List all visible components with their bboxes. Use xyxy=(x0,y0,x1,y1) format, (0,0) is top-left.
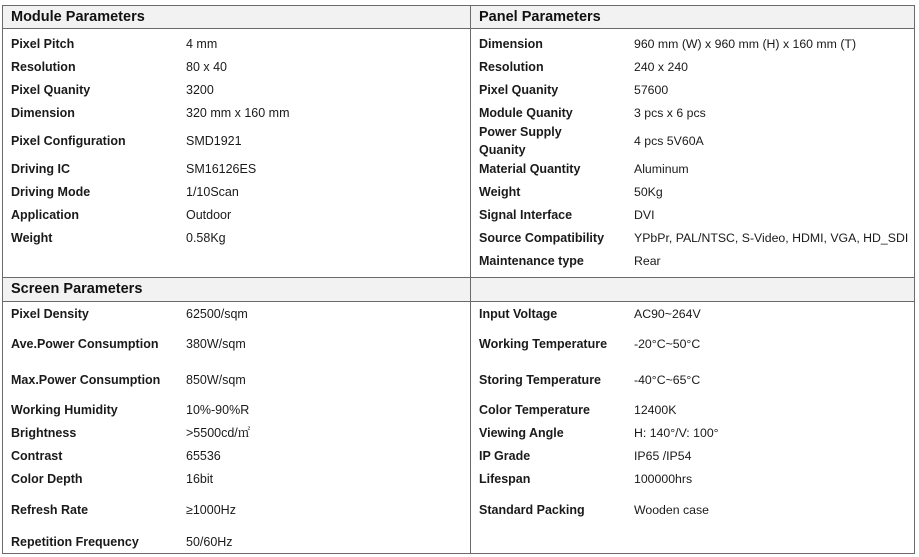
param-label: Color Temperature xyxy=(479,402,590,417)
param-label: Signal Interface xyxy=(479,207,573,222)
table-row xyxy=(3,467,470,490)
param-value: 240 x 240 xyxy=(634,59,689,74)
screen-parameters-header-blank xyxy=(471,278,914,302)
param-value: Wooden case xyxy=(634,503,709,517)
param-value: SM16126ES xyxy=(186,161,257,176)
param-label: Working Temperature xyxy=(479,336,608,351)
table-row xyxy=(3,421,470,444)
param-value: AC90~264V xyxy=(634,306,701,321)
param-label: Application xyxy=(11,207,80,222)
param-label: Pixel Density xyxy=(11,306,89,321)
table-row xyxy=(3,124,470,157)
param-value: >5500cd/㎡ xyxy=(186,425,251,440)
table-row xyxy=(3,157,470,180)
param-value: 50Kg xyxy=(634,184,663,199)
panel-parameters-title: Panel Parameters xyxy=(479,9,601,25)
table-row xyxy=(471,55,914,78)
param-label: Dimension xyxy=(11,105,75,120)
table-row xyxy=(3,444,470,467)
table-row xyxy=(471,490,914,530)
table-row xyxy=(471,101,914,124)
param-label: Material Quantity xyxy=(479,161,581,176)
param-label: Max.Power Consumption xyxy=(11,373,161,387)
param-value: -40°C~65°C xyxy=(634,373,701,387)
table-row xyxy=(3,226,470,249)
param-label: Viewing Angle xyxy=(479,425,564,440)
param-value: 62500/sqm xyxy=(186,306,248,321)
table-row xyxy=(471,78,914,101)
table-row xyxy=(471,203,914,226)
spec-table xyxy=(2,5,915,554)
left-column xyxy=(3,6,470,553)
param-label: Power Supply Quanity xyxy=(479,124,562,157)
param-label: Ave.Power Consumption xyxy=(11,336,159,351)
param-value: SMD1921 xyxy=(186,133,242,148)
table-row xyxy=(3,530,470,553)
param-value: Outdoor xyxy=(186,207,232,222)
param-label: Module Quanity xyxy=(479,105,573,120)
table-row xyxy=(3,302,470,325)
param-label: Resolution xyxy=(11,59,76,74)
right-column xyxy=(470,6,914,553)
param-label: Driving IC xyxy=(11,161,71,176)
param-value: ≥1000Hz xyxy=(186,503,236,517)
table-row xyxy=(3,325,470,362)
param-value: 850W/sqm xyxy=(186,373,246,387)
param-label: Standard Packing xyxy=(479,503,585,517)
param-value: 3200 xyxy=(186,82,214,97)
param-value: 80 x 40 xyxy=(186,59,228,74)
param-value: 4 pcs 5V60A xyxy=(634,133,704,148)
param-value: 16bit xyxy=(186,471,214,486)
param-value: 10%-90%R xyxy=(186,402,250,417)
table-row xyxy=(3,398,470,421)
table-row xyxy=(3,490,470,530)
param-label: Color Depth xyxy=(11,471,83,486)
param-value: 320 mm x 160 mm xyxy=(186,105,290,120)
param-value: 1/10Scan xyxy=(186,184,239,199)
param-label: Lifespan xyxy=(479,471,531,486)
param-label: Pixel Pitch xyxy=(11,36,75,51)
param-label: Dimension xyxy=(479,36,543,51)
table-row xyxy=(471,444,914,467)
param-label: Input Voltage xyxy=(479,306,558,321)
table-row xyxy=(471,325,914,362)
param-label: Brightness xyxy=(11,425,77,440)
param-label: Pixel Quanity xyxy=(479,82,559,97)
param-value: 100000hrs xyxy=(634,471,693,486)
param-value: -20°C~50°C xyxy=(634,336,701,351)
param-label: Resolution xyxy=(479,59,544,74)
table-row xyxy=(471,398,914,421)
table-row xyxy=(3,101,470,124)
param-value: YPbPr, PAL/NTSC, S-Video, HDMI, VGA, HD_SDI xyxy=(634,230,909,245)
param-label: IP Grade xyxy=(479,448,531,463)
table-row xyxy=(471,302,914,325)
table-row xyxy=(471,226,914,249)
param-value: DVI xyxy=(634,207,655,222)
table-row xyxy=(471,180,914,203)
module-parameters-title: Module Parameters xyxy=(11,9,145,25)
param-value: 3 pcs x 6 pcs xyxy=(634,105,706,120)
table-row xyxy=(3,78,470,101)
param-value: Rear xyxy=(634,253,661,268)
param-value: 65536 xyxy=(186,448,221,463)
panel-parameters-header xyxy=(471,6,914,29)
table-row xyxy=(3,55,470,78)
param-label: Pixel Configuration xyxy=(11,133,126,148)
param-label: Weight xyxy=(479,184,521,199)
table-row xyxy=(471,124,914,157)
param-label: Working Humidity xyxy=(11,402,118,417)
param-label: Refresh Rate xyxy=(11,503,89,517)
screen-parameters-title: Screen Parameters xyxy=(11,281,143,297)
param-label: Pixel Quanity xyxy=(11,82,91,97)
param-label: Contrast xyxy=(11,448,63,463)
param-label: Weight xyxy=(11,230,53,245)
table-row xyxy=(3,362,470,398)
param-value: 960 mm (W) x 960 mm (H) x 160 mm (T) xyxy=(634,36,857,51)
param-value: Aluminum xyxy=(634,161,689,176)
table-row xyxy=(471,362,914,398)
param-value: 50/60Hz xyxy=(186,534,233,549)
param-value: 380W/sqm xyxy=(186,336,246,351)
table-row xyxy=(471,157,914,180)
table-row xyxy=(3,32,470,55)
param-value: H: 140°/V: 100° xyxy=(634,425,719,440)
table-row xyxy=(471,249,914,272)
table-row xyxy=(3,203,470,226)
table-row xyxy=(471,467,914,490)
param-label: Driving Mode xyxy=(11,184,91,199)
table-row xyxy=(471,421,914,444)
table-row xyxy=(471,32,914,55)
param-value: 57600 xyxy=(634,82,669,97)
param-value: 4 mm xyxy=(186,36,218,51)
param-label: Repetition Frequency xyxy=(11,534,139,549)
param-label: Source Compatibility xyxy=(479,230,605,245)
param-label: Storing Temperature xyxy=(479,373,602,387)
param-value: 0.58Kg xyxy=(186,230,226,245)
screen-parameters-header xyxy=(3,278,470,302)
param-value: IP65 /IP54 xyxy=(634,448,692,463)
param-value: 12400K xyxy=(634,402,677,417)
table-row xyxy=(3,180,470,203)
param-label: Maintenance type xyxy=(479,253,584,268)
module-parameters-header xyxy=(3,6,470,29)
